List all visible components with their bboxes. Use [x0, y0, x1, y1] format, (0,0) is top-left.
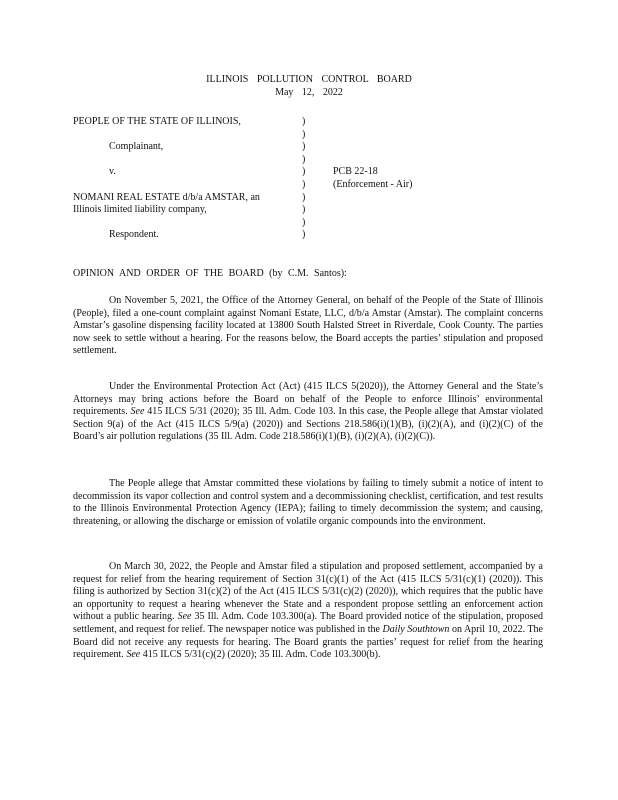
caption-paren: ) [302, 191, 306, 203]
text-run: On March 30, 2022, the People and Amstar filed a stipulation and proposed settlement, accompanied by a request for relief from the hearing requirement of Section 31(c)(1) of the Act (415 ILCS 5/31(c)(1) (2020)). This filing is authorized by Section 31(c)(2) of the Act (415 ILCS 5/31(c)(2) (2020)), which requires that the public have an opportunity to request a hearing whenever the State and a respondent propose settling an enforcement action without a public hearing. [73, 561, 543, 623]
paragraph-3 [73, 478, 543, 528]
caption-paren: ) [302, 166, 306, 178]
order-date: May 12, 2022 [275, 86, 343, 98]
text-run: 415 ILCS 5/31 (2020); 35 Ill. Adm. Code 103. In this case, the People allege that Amstar violated Section 9(a) of the Act (415 ILCS 5/9(a) (2020)) and Sections 218.586(i)(1)(B), (i)(2)(A), and (i)(2)(C) of the Board’s air pollution regulations (35 Ill. Adm. Code 218.586(i)(1)(B), (i)(2)(A), (i)(2)(C)). [73, 406, 544, 443]
caption-paren: ) [302, 153, 306, 165]
caption-paren: ) [302, 178, 306, 190]
paragraph-text: On November 5, 2021, the Office of the Attorney General, on behalf of the People of the State of Illinois (People), filed a one-count complaint against Nomani Estate, LLC, d/b/a Amstar (Amstar). The complaint concerns Amstar’s gasoline dispensing facility located at 13800 South Halsted Street in Riverdale, Cook County. The parties now seek to settle without a hearing. For the reasons below, the Board accepts the parties’ stipulation and proposed settlement. [73, 295, 543, 357]
paragraph-text [73, 381, 543, 444]
respondent-entity: Illinois limited liability company, [73, 204, 207, 216]
versus-label: v. [109, 166, 116, 178]
board-title: ILLINOIS POLLUTION CONTROL BOARD [206, 74, 412, 85]
case-type: (Enforcement - Air) [333, 178, 413, 190]
paragraph-text: The People allege that Amstar committed these violations by failing to timely submit a notice of intent to decommission its vapor collection and control system and a decommissioning checklist, certification, and test results to the Illinois Environmental Protection Agency (IEPA); failing to timely decommission the system; and causing, threatening, or allowing the discharge or emission of volatile organic compounds into the environment. [73, 478, 543, 527]
paragraph-text [73, 561, 543, 662]
caption-paren: ) [302, 116, 306, 127]
paragraph-1 [73, 295, 543, 358]
caption-paren: ) [302, 204, 306, 216]
text-run: Under the Environmental Protection Act (Act) (415 ILCS 5(2020)), the Attorney General and the State’s Attorneys may bring actions before the Board on behalf of the People to enforce Illinois’ environmental requirements. [73, 381, 543, 418]
caption-paren: ) [302, 141, 306, 153]
document-header [0, 74, 618, 99]
citation-signal: See [126, 649, 141, 661]
case-caption [73, 116, 543, 242]
case-number: PCB 22-18 [333, 166, 378, 178]
caption-paren: ) [302, 229, 306, 241]
citation-signal: See [130, 406, 145, 418]
caption-paren: ) [302, 128, 306, 140]
citation-signal: See [177, 611, 192, 623]
paragraph-2 [73, 381, 543, 444]
respondent-label: Respondent. [109, 229, 159, 241]
respondent-name: NOMANI REAL ESTATE d/b/a AMSTAR, an [73, 191, 260, 203]
plaintiff-name: PEOPLE OF THE STATE OF ILLINOIS, [73, 116, 241, 127]
caption-paren: ) [302, 216, 306, 228]
text-run: on April 10, 2022. The Board did not receive any requests for hearing. The Board grants the parties’ request for relief from the hearing requirement. [73, 623, 543, 661]
complainant-label: Complainant, [109, 141, 164, 153]
newspaper-name: Daily Southtown [382, 623, 450, 635]
text-run: 35 Ill. Adm. Code 103.300(a). The Board provided notice of the stipulation, proposed settlement, and request for relief. The newspaper notice was published in the [73, 611, 544, 635]
paragraph-4 [73, 561, 543, 662]
text-run: 415 ILCS 5/31(c)(2) (2020); 35 Ill. Adm. Code 103.300(b). [142, 649, 381, 661]
opinion-heading: OPINION AND ORDER OF THE BOARD (by C.M. Santos): [73, 268, 347, 279]
